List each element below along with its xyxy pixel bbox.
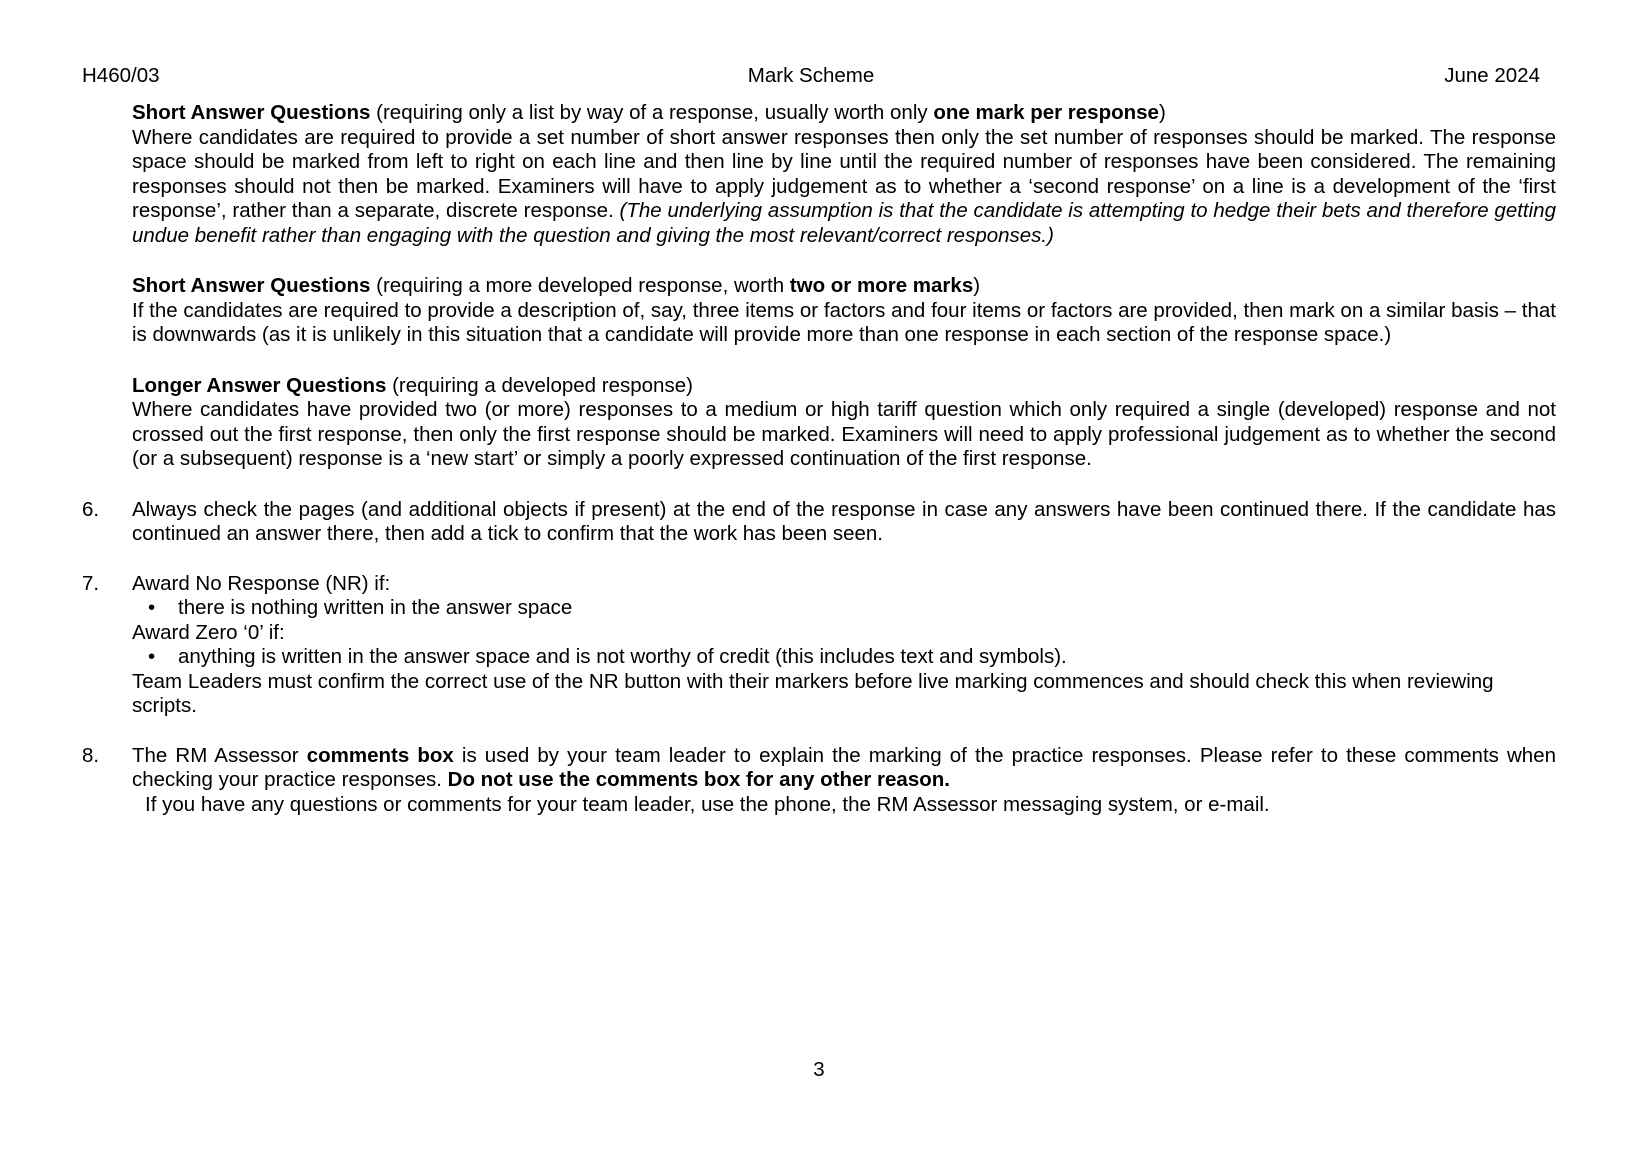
paragraph-italic-text: (The underlying assumption is that the candidate is attempting to hedge their bets and therefore getting undue benefit rather than engaging with the question and giving the most relevant/correct responses.) [132, 199, 1556, 247]
item-number: 6. [82, 497, 100, 521]
bullet-item [132, 596, 1556, 621]
page-number: 3 [813, 1058, 825, 1081]
header-date: June 2024 [1444, 64, 1540, 87]
heading-normal-text: (requiring only a list by way of a response, usually worth only [370, 101, 934, 124]
heading-normal-text: (requiring a more developed response, worth [370, 274, 790, 297]
bullet-item [132, 645, 1556, 670]
section-paragraph [132, 126, 1556, 249]
section-heading [132, 374, 1556, 399]
item-body [132, 744, 1556, 818]
heading-bold-text-2: one mark per response [933, 101, 1159, 124]
paragraph-bold-text-2: Do not use the comments box for any other reason. [447, 768, 950, 791]
heading-close-paren: ) [1158, 101, 1166, 124]
heading-bold-text: Short Answer Questions [132, 274, 371, 297]
paragraph-text: The RM Assessor [132, 743, 307, 767]
heading-close-paren: ) [973, 274, 981, 297]
section-longer-answer [132, 374, 1556, 472]
bullet-text: there is nothing written in the answer space [178, 596, 573, 619]
section-paragraph [132, 398, 1556, 472]
numbered-item-7 [82, 572, 1556, 719]
paragraph-text: If the candidates are required to provide a description of, say, three items or factors and four items or factors are provided, then mark on a similar basis – that is downwards (as it is unlikely in this situation that a candidate will provide more than one response in each section of the response space.) [132, 298, 1556, 346]
paragraph-text-2: is used by your team leader to explain the marking of the practice responses. Please refer to these comments when checking your practice responses. [132, 743, 1557, 791]
bullet-text: anything is written in the answer space and is not worthy of credit (this includes text and symbols). [178, 645, 1067, 668]
item7-outro-line: Team Leaders must confirm the correct use of the NR button with their markers before live marking commences and should check this when reviewing scripts. [132, 669, 1494, 717]
page-header [82, 64, 1540, 89]
item7-intro-line: Award No Response (NR) if: [132, 571, 391, 595]
numbered-item-8 [82, 744, 1556, 818]
item-body [132, 498, 1556, 547]
numbered-item-6 [82, 498, 1556, 547]
item-body [132, 572, 1556, 719]
item7-mid-line: Award Zero ‘0’ if: [132, 620, 285, 644]
section-short-answer-list [132, 101, 1556, 248]
heading-bold-text-2: two or more marks [789, 274, 974, 297]
section-heading [132, 274, 1556, 299]
paragraph-text: Where candidates are required to provide a set number of short answer responses then only the set number of responses should be marked. The response space should be marked from left to right on each line and then line by line until the required number of responses have been considered. The remaining responses should not then be marked. Examiners will have to apply judgement as to whether a ‘second response’ on a line is a development of the ‘first response’, rather than a separate, discrete response. [132, 125, 1556, 222]
header-title: Mark Scheme [747, 64, 875, 87]
heading-bold-text: Longer Answer Questions [132, 373, 387, 397]
item-number: 8. [82, 743, 100, 767]
bullet-icon: • [148, 645, 156, 668]
section-paragraph [132, 299, 1556, 348]
item-paragraph: Always check the pages (and additional objects if present) at the end of the response in case any answers have been continued there. If the candidate has continued an answer there, then add a tick to confirm that the work has been seen. [132, 497, 1556, 545]
heading-bold-text: Short Answer Questions [132, 101, 371, 124]
section-heading [132, 101, 1556, 126]
bullet-icon: • [148, 596, 156, 619]
item8-followup-line: If you have any questions or comments for your team leader, use the phone, the RM Assessor messaging system, or e-mail. [145, 792, 1270, 816]
item-paragraph [132, 744, 1556, 793]
header-doc-code: H460/03 [82, 64, 160, 87]
heading-normal-text: (requiring a developed response) [386, 373, 693, 397]
section-short-answer-developed [132, 274, 1556, 348]
paragraph-bold-text: comments box [306, 743, 454, 767]
paragraph-text: Where candidates have provided two (or more) responses to a medium or high tariff question which only required a single (developed) response and not crossed out the first response, then only the first response should be marked. Examiners will need to apply professional judgement as to whether the second (or a subsequent) response is a ‘new start’ or simply a poorly expressed continuation of the first response. [132, 398, 1556, 470]
item-number: 7. [82, 571, 100, 595]
document-body [82, 101, 1556, 842]
